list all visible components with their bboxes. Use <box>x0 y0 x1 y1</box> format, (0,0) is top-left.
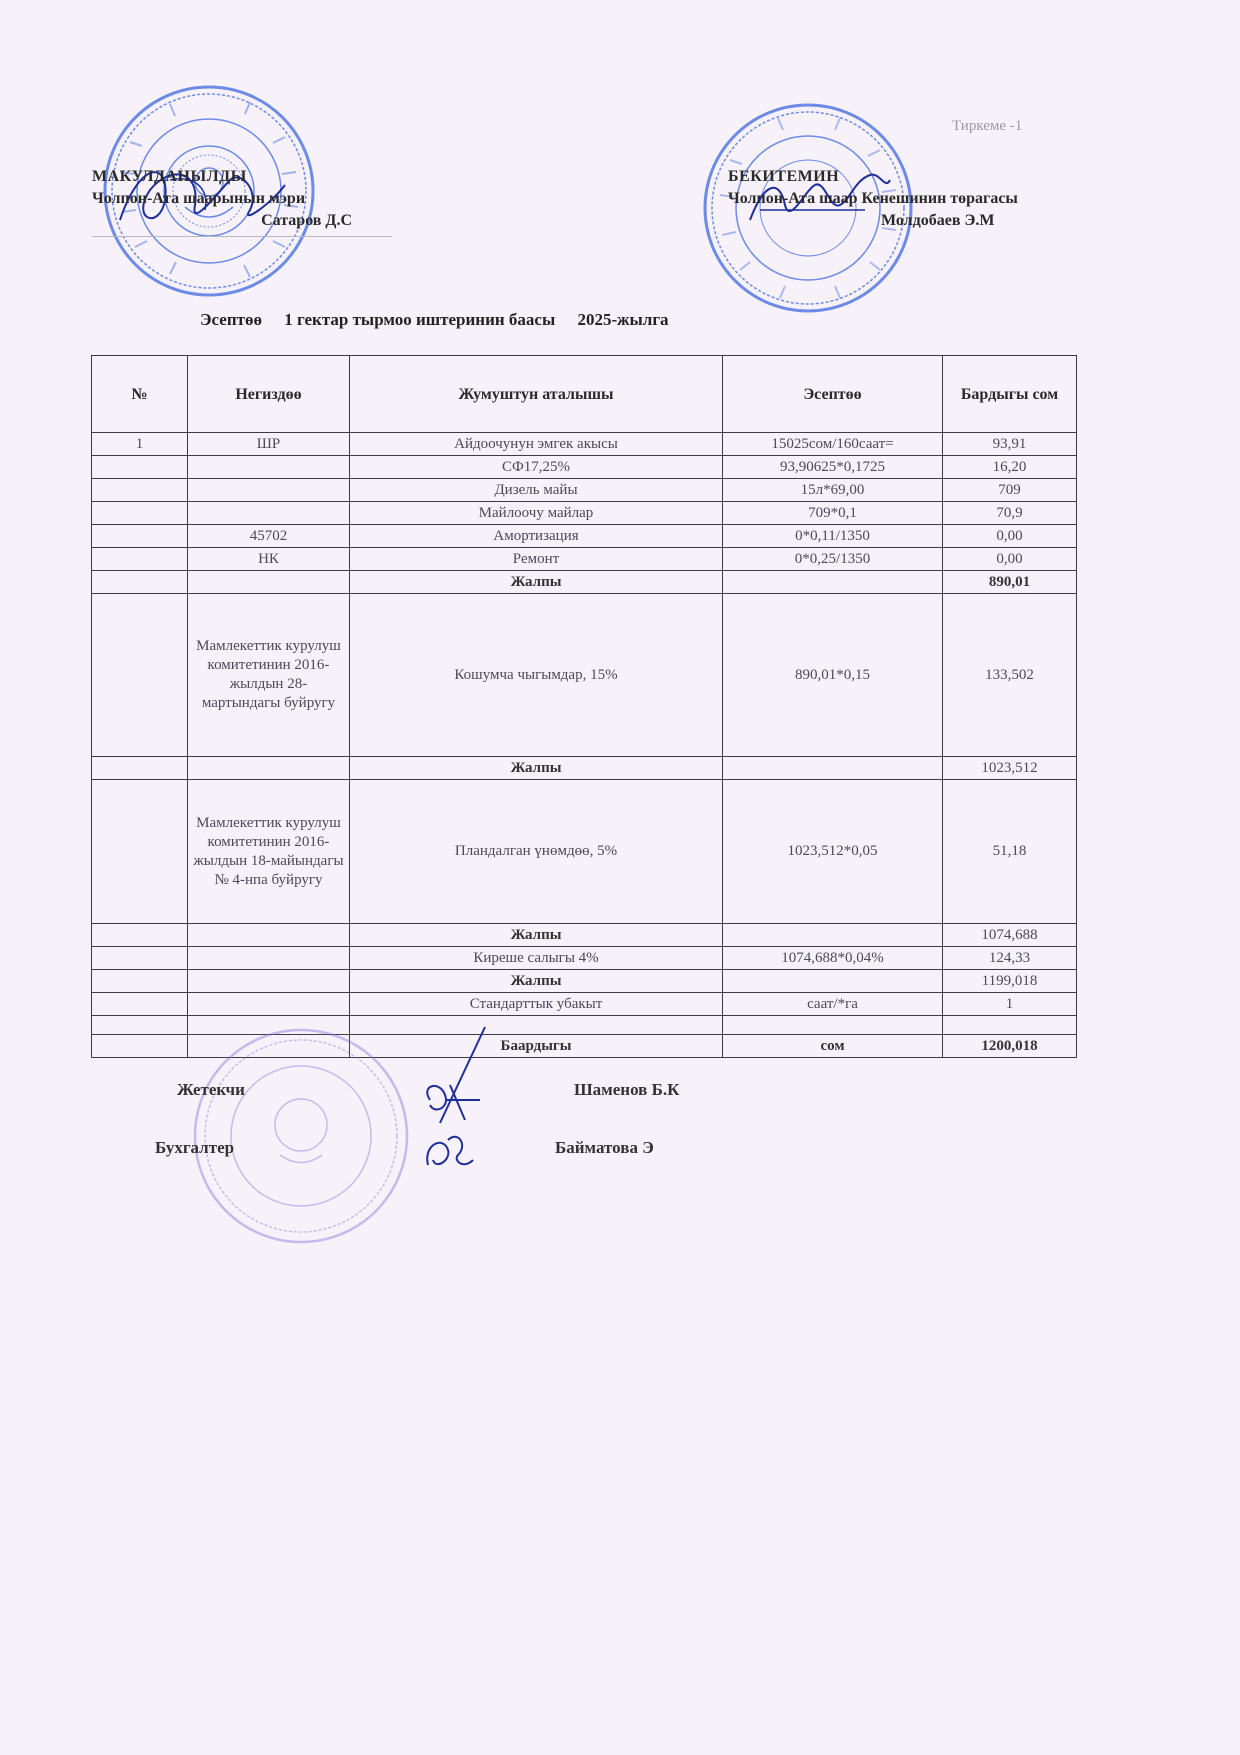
cell-basis <box>188 456 350 479</box>
approval-left-heading: МАКУЛДАНЫЛДЫ <box>92 168 247 185</box>
table-row <box>92 993 1077 1016</box>
cell-name: Жалпы <box>350 571 723 594</box>
calculation-table <box>91 355 1077 1058</box>
cell-total: 1199,018 <box>943 970 1077 993</box>
cell-calc: 15л*69,00 <box>723 479 943 502</box>
table-row <box>92 525 1077 548</box>
cell-no <box>92 479 188 502</box>
cell-no <box>92 502 188 525</box>
cell-basis <box>188 479 350 502</box>
accountant-label: Бухгалтер <box>155 1138 235 1157</box>
cell-total: 1 <box>943 993 1077 1016</box>
table-row <box>92 433 1077 456</box>
director-signature <box>410 1025 490 1125</box>
approval-left <box>92 166 352 232</box>
cell-total: 0,00 <box>943 525 1077 548</box>
cell-name: Кошумча чыгымдар, 15% <box>350 594 723 757</box>
head-label: Жетекчи <box>177 1080 245 1099</box>
table-row <box>92 456 1077 479</box>
cell-basis <box>188 947 350 970</box>
cell-total: 93,91 <box>943 433 1077 456</box>
header-work-name: Жумуштун аталышы <box>350 356 723 433</box>
header-number: № <box>92 356 188 433</box>
cell-calc: 93,90625*0,1725 <box>723 456 943 479</box>
cell-calc: 709*0,1 <box>723 502 943 525</box>
cell-calc <box>723 757 943 780</box>
cell-name: Амортизация <box>350 525 723 548</box>
cell-basis <box>188 970 350 993</box>
cell-calc <box>723 571 943 594</box>
cell-total: 709 <box>943 479 1077 502</box>
cell-total: 0,00 <box>943 548 1077 571</box>
cell-total: 133,502 <box>943 594 1077 757</box>
cell-name: Пландалган үнөмдөө, 5% <box>350 780 723 924</box>
cell-no <box>92 757 188 780</box>
cell-basis: 45702 <box>188 525 350 548</box>
cell-basis <box>188 757 350 780</box>
approval-right-heading: БЕКИТЕМИН <box>728 168 840 185</box>
cell-no <box>92 1016 188 1035</box>
header-calculation: Эсептөө <box>723 356 943 433</box>
cell-name: Баардыгы <box>350 1035 723 1058</box>
table-row <box>92 594 1077 757</box>
table-header-row <box>92 356 1077 433</box>
bottom-round-stamp <box>190 1025 412 1247</box>
cell-name: Дизель майы <box>350 479 723 502</box>
document-title <box>200 310 687 330</box>
cell-no <box>92 947 188 970</box>
table-row-subtotal <box>92 924 1077 947</box>
table-row <box>92 479 1077 502</box>
approval-left-position: Чолпон-Ата шаарынын мэри <box>92 190 306 207</box>
cell-calc <box>723 924 943 947</box>
cell-no <box>92 970 188 993</box>
cell-calc <box>723 970 943 993</box>
header-basis: Негиздөө <box>188 356 350 433</box>
table-row <box>92 780 1077 924</box>
table-row <box>92 947 1077 970</box>
cell-name: Айдоочунун эмгек акысы <box>350 433 723 456</box>
cell-no <box>92 594 188 757</box>
cell-basis: ШР <box>188 433 350 456</box>
cell-calc: 15025сом/160саат= <box>723 433 943 456</box>
cell-calc: саат/*га <box>723 993 943 1016</box>
divider-line <box>92 236 392 237</box>
header-total: Бардыгы сом <box>943 356 1077 433</box>
table-row <box>92 548 1077 571</box>
cell-calc: сом <box>723 1035 943 1058</box>
cell-basis: Мамлекеттик курулуш комитетинин 2016-жылдын 18-майындагы № 4-нпа буйругу <box>188 780 350 924</box>
approval-left-name: Сатаров Д.С <box>261 212 352 229</box>
cell-name: Майлоочу майлар <box>350 502 723 525</box>
table-row-subtotal <box>92 970 1077 993</box>
cell-total: 890,01 <box>943 571 1077 594</box>
accountant-signature <box>418 1120 478 1180</box>
cell-total <box>943 1016 1077 1035</box>
cell-no <box>92 571 188 594</box>
cell-basis: НК <box>188 548 350 571</box>
cell-basis <box>188 502 350 525</box>
approval-right <box>728 166 1073 232</box>
cell-calc: 1023,512*0,05 <box>723 780 943 924</box>
cell-no <box>92 548 188 571</box>
title-part-1: Эсептөө <box>200 310 262 329</box>
table-row-subtotal <box>92 757 1077 780</box>
cell-name: Жалпы <box>350 970 723 993</box>
cell-calc: 890,01*0,15 <box>723 594 943 757</box>
cell-basis: Мамлекеттик курулуш комитетинин 2016-жылдын 28-мартындагы буйругу <box>188 594 350 757</box>
cell-basis <box>188 924 350 947</box>
cell-total: 1023,512 <box>943 757 1077 780</box>
cell-total: 1200,018 <box>943 1035 1077 1058</box>
approval-right-position: Чолпон-Ата шаар Кенешинин төрагасы <box>728 190 1018 207</box>
cell-calc <box>723 1016 943 1035</box>
cell-total: 70,9 <box>943 502 1077 525</box>
table-row-subtotal <box>92 571 1077 594</box>
approval-right-name: Молдобаев Э.М <box>881 212 995 229</box>
cell-calc: 0*0,11/1350 <box>723 525 943 548</box>
cell-no <box>92 525 188 548</box>
title-part-3: 2025-жылга <box>577 310 669 329</box>
cell-name: Киреше салыгы 4% <box>350 947 723 970</box>
cell-name: Жалпы <box>350 757 723 780</box>
cell-total: 51,18 <box>943 780 1077 924</box>
cell-total: 16,20 <box>943 456 1077 479</box>
cell-total: 1074,688 <box>943 924 1077 947</box>
head-name: Шаменов Б.К <box>574 1080 680 1099</box>
cell-no <box>92 993 188 1016</box>
cell-basis <box>188 571 350 594</box>
cell-no <box>92 456 188 479</box>
cell-no <box>92 1035 188 1058</box>
cell-name: СФ17,25% <box>350 456 723 479</box>
cell-name: Стандарттык убакыт <box>350 993 723 1016</box>
cell-no <box>92 780 188 924</box>
accountant-name: Байматова Э <box>555 1138 654 1157</box>
appendix-label: Тиркеме -1 <box>952 118 1023 134</box>
cell-name: Ремонт <box>350 548 723 571</box>
cell-name: Жалпы <box>350 924 723 947</box>
title-part-2: 1 гектар тырмоо иштеринин баасы <box>284 310 556 329</box>
cell-basis <box>188 993 350 1016</box>
cell-total: 124,33 <box>943 947 1077 970</box>
cell-no <box>92 924 188 947</box>
cell-calc: 1074,688*0,04% <box>723 947 943 970</box>
cell-calc: 0*0,25/1350 <box>723 548 943 571</box>
table-row <box>92 502 1077 525</box>
cell-no: 1 <box>92 433 188 456</box>
